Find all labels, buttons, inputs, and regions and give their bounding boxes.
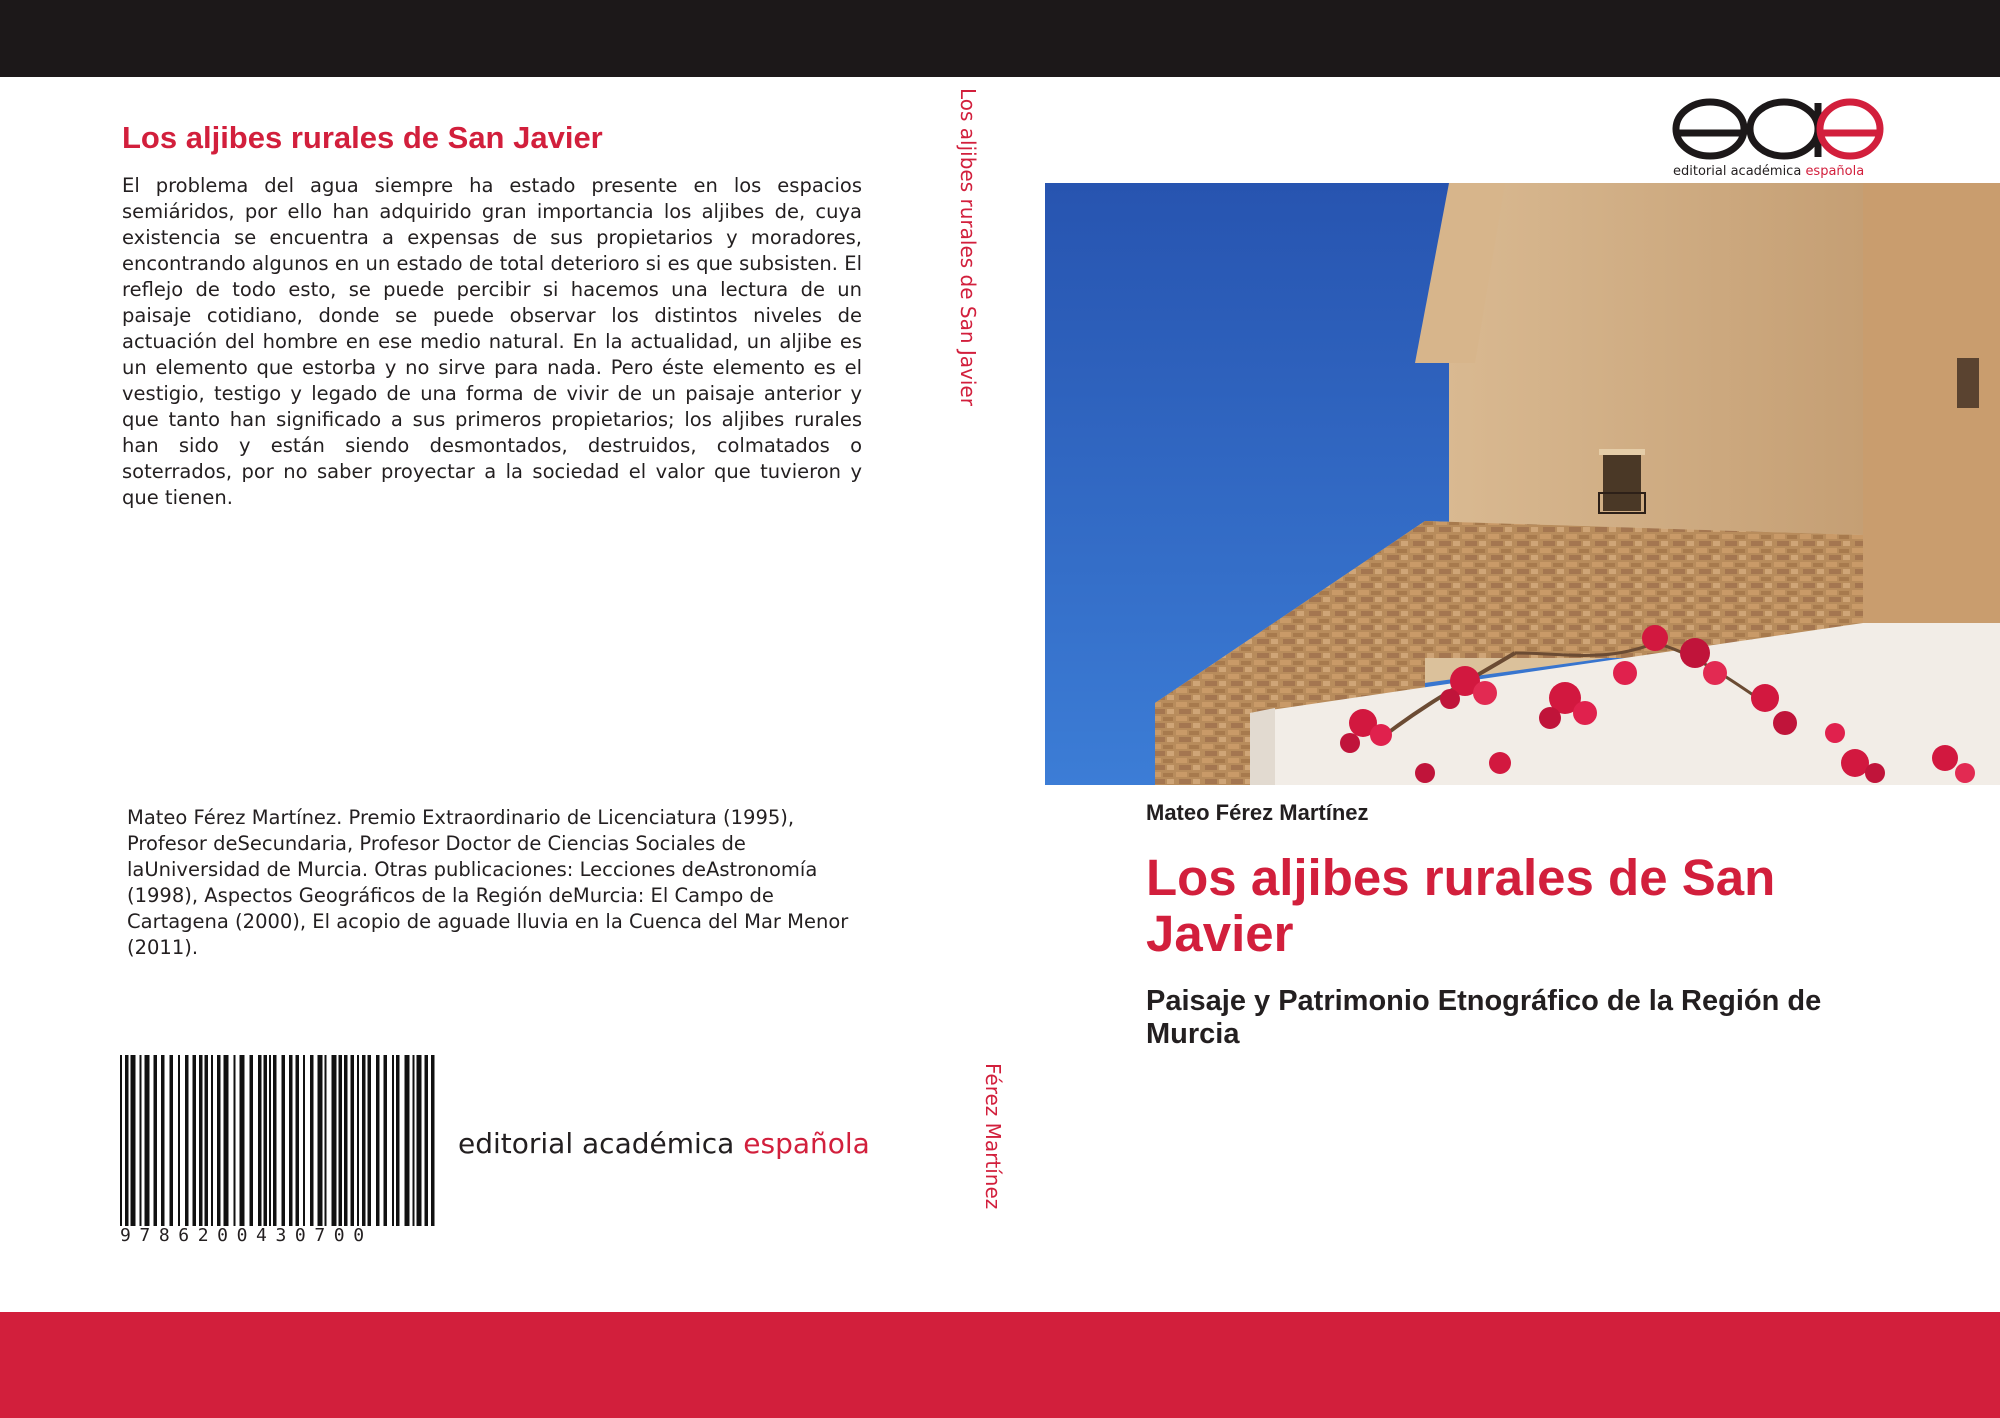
back-cover-blurb: El problema del agua siempre ha estado presente en los espacios semiáridos, por ello han adquirido gran importancia los aljibes de, cuya existencia se encuentra a expensas de sus propietarios y moradores, encontrando algunos en un estado de total deterioro si es que subsisten. El reflejo de todo esto, se puede percibir si hacemos una lectura de un paisaje cotidiano, donde se puede observar los distintos niveles de actuación del hombre en ese medio natural. En la actualidad, un aljibe es un elemento que estorba y no sirve para nada. Pero éste elemento es el vestigio, testigo y legado de una forma de vivir de un paisaje anterior y que tanto han significado a sus primeros propietarios; los aljibes rurales han sido y están siendo desmontados, destruidos, colmatados o soterrados, por no saber proyectar a la sociedad el valor que tuvieron y que tienen.: [122, 174, 862, 509]
isbn-digits: 9786200430700: [120, 1226, 440, 1246]
barcode-bar: [211, 1055, 213, 1227]
barcode-bar: [185, 1055, 189, 1227]
barcode-bar: [413, 1055, 415, 1227]
barcode-bar: [140, 1055, 142, 1227]
barcode-bar: [234, 1055, 236, 1227]
barcode-bar: [368, 1055, 372, 1227]
barcode-bar: [178, 1055, 180, 1227]
barcode-bar: [125, 1055, 129, 1245]
barcode-bar: [199, 1055, 203, 1227]
barcode-bar: [240, 1055, 245, 1227]
barcode-bar: [145, 1055, 150, 1227]
publisher-name-part2: española: [743, 1127, 870, 1160]
logo-caption: [1673, 164, 1864, 179]
front-cover-subtitle: Paisaje y Patrimonio Etnográfico de la Región de Murcia: [1146, 985, 1822, 1050]
barcode-bar: [161, 1055, 165, 1227]
barcode-bar: [351, 1055, 355, 1227]
barcode-bar: [396, 1055, 400, 1227]
publisher-name-part1: editorial académica: [458, 1127, 744, 1160]
spine-title: Los aljibes rurales de San Javier: [956, 88, 980, 406]
barcode-bar: [344, 1055, 348, 1227]
spine-author: Férez Martínez: [981, 1063, 1005, 1210]
barcode-bar: [193, 1055, 197, 1227]
bottom-accent-band: [0, 1312, 2000, 1418]
barcode-bar: [310, 1055, 314, 1227]
barcode-bar: [217, 1055, 221, 1227]
barcode-bar: [425, 1055, 429, 1227]
barcode-bar: [362, 1055, 366, 1227]
barcode-bar: [269, 1055, 271, 1227]
barcode-bar: [303, 1055, 305, 1227]
barcode-bar: [282, 1055, 286, 1245]
barcode-bar: [332, 1055, 337, 1227]
eae-logo-icon: [1672, 95, 1887, 165]
front-cover-author: Mateo Férez Martínez: [1146, 800, 1369, 825]
front-cover-title: Los aljibes rurales de San Javier: [1146, 849, 1776, 962]
barcode-bar: [405, 1055, 410, 1227]
barcode-bar: [250, 1055, 254, 1227]
logo-caption-part1: editorial académica: [1673, 164, 1806, 179]
top-dark-band: [0, 0, 2000, 77]
author-biography: Mateo Férez Martínez. Premio Extraordinario de Licenciatura (1995), Profesor deSecundaria, Profesor Doctor de Ciencias Sociales de laUniversidad de Murcia. Otras publicaciones: Lecciones deAstronomía (1998), Aspectos Geográficos de la Región deMurcia: El Campo de Cartagena (2000), El acopio de aguade lluvia en la Cuenca del Mar Menor (2011).: [127, 806, 849, 959]
barcode-bar: [376, 1055, 380, 1227]
barcode-bar: [339, 1055, 343, 1227]
barcode-bar: [289, 1055, 293, 1227]
barcode-bar: [154, 1055, 158, 1227]
barcode-bar: [296, 1055, 300, 1227]
cover-photograph: [1045, 183, 2000, 785]
barcode-bar: [318, 1055, 323, 1227]
barcode-bar: [325, 1055, 327, 1227]
barcode-bar: [384, 1055, 388, 1227]
barcode-bar: [417, 1055, 422, 1227]
barcode-bar: [205, 1055, 209, 1227]
barcode-bar: [120, 1055, 122, 1245]
barcode-bar: [264, 1055, 268, 1227]
barcode-bar: [131, 1055, 136, 1227]
barcode-bar: [258, 1055, 262, 1227]
barcode-bar: [392, 1055, 394, 1227]
barcode-bar: [431, 1055, 435, 1245]
barcode-bar: [273, 1055, 277, 1227]
back-publisher-name: [458, 1127, 870, 1160]
logo-caption-part2: española: [1805, 164, 1865, 179]
barcode-bar: [170, 1055, 174, 1227]
barcode-bar: [224, 1055, 229, 1227]
back-cover-title: Los aljibes rurales de San Javier: [122, 120, 603, 155]
barcode-bars: [118, 1055, 446, 1245]
barcode-bar: [357, 1055, 359, 1227]
